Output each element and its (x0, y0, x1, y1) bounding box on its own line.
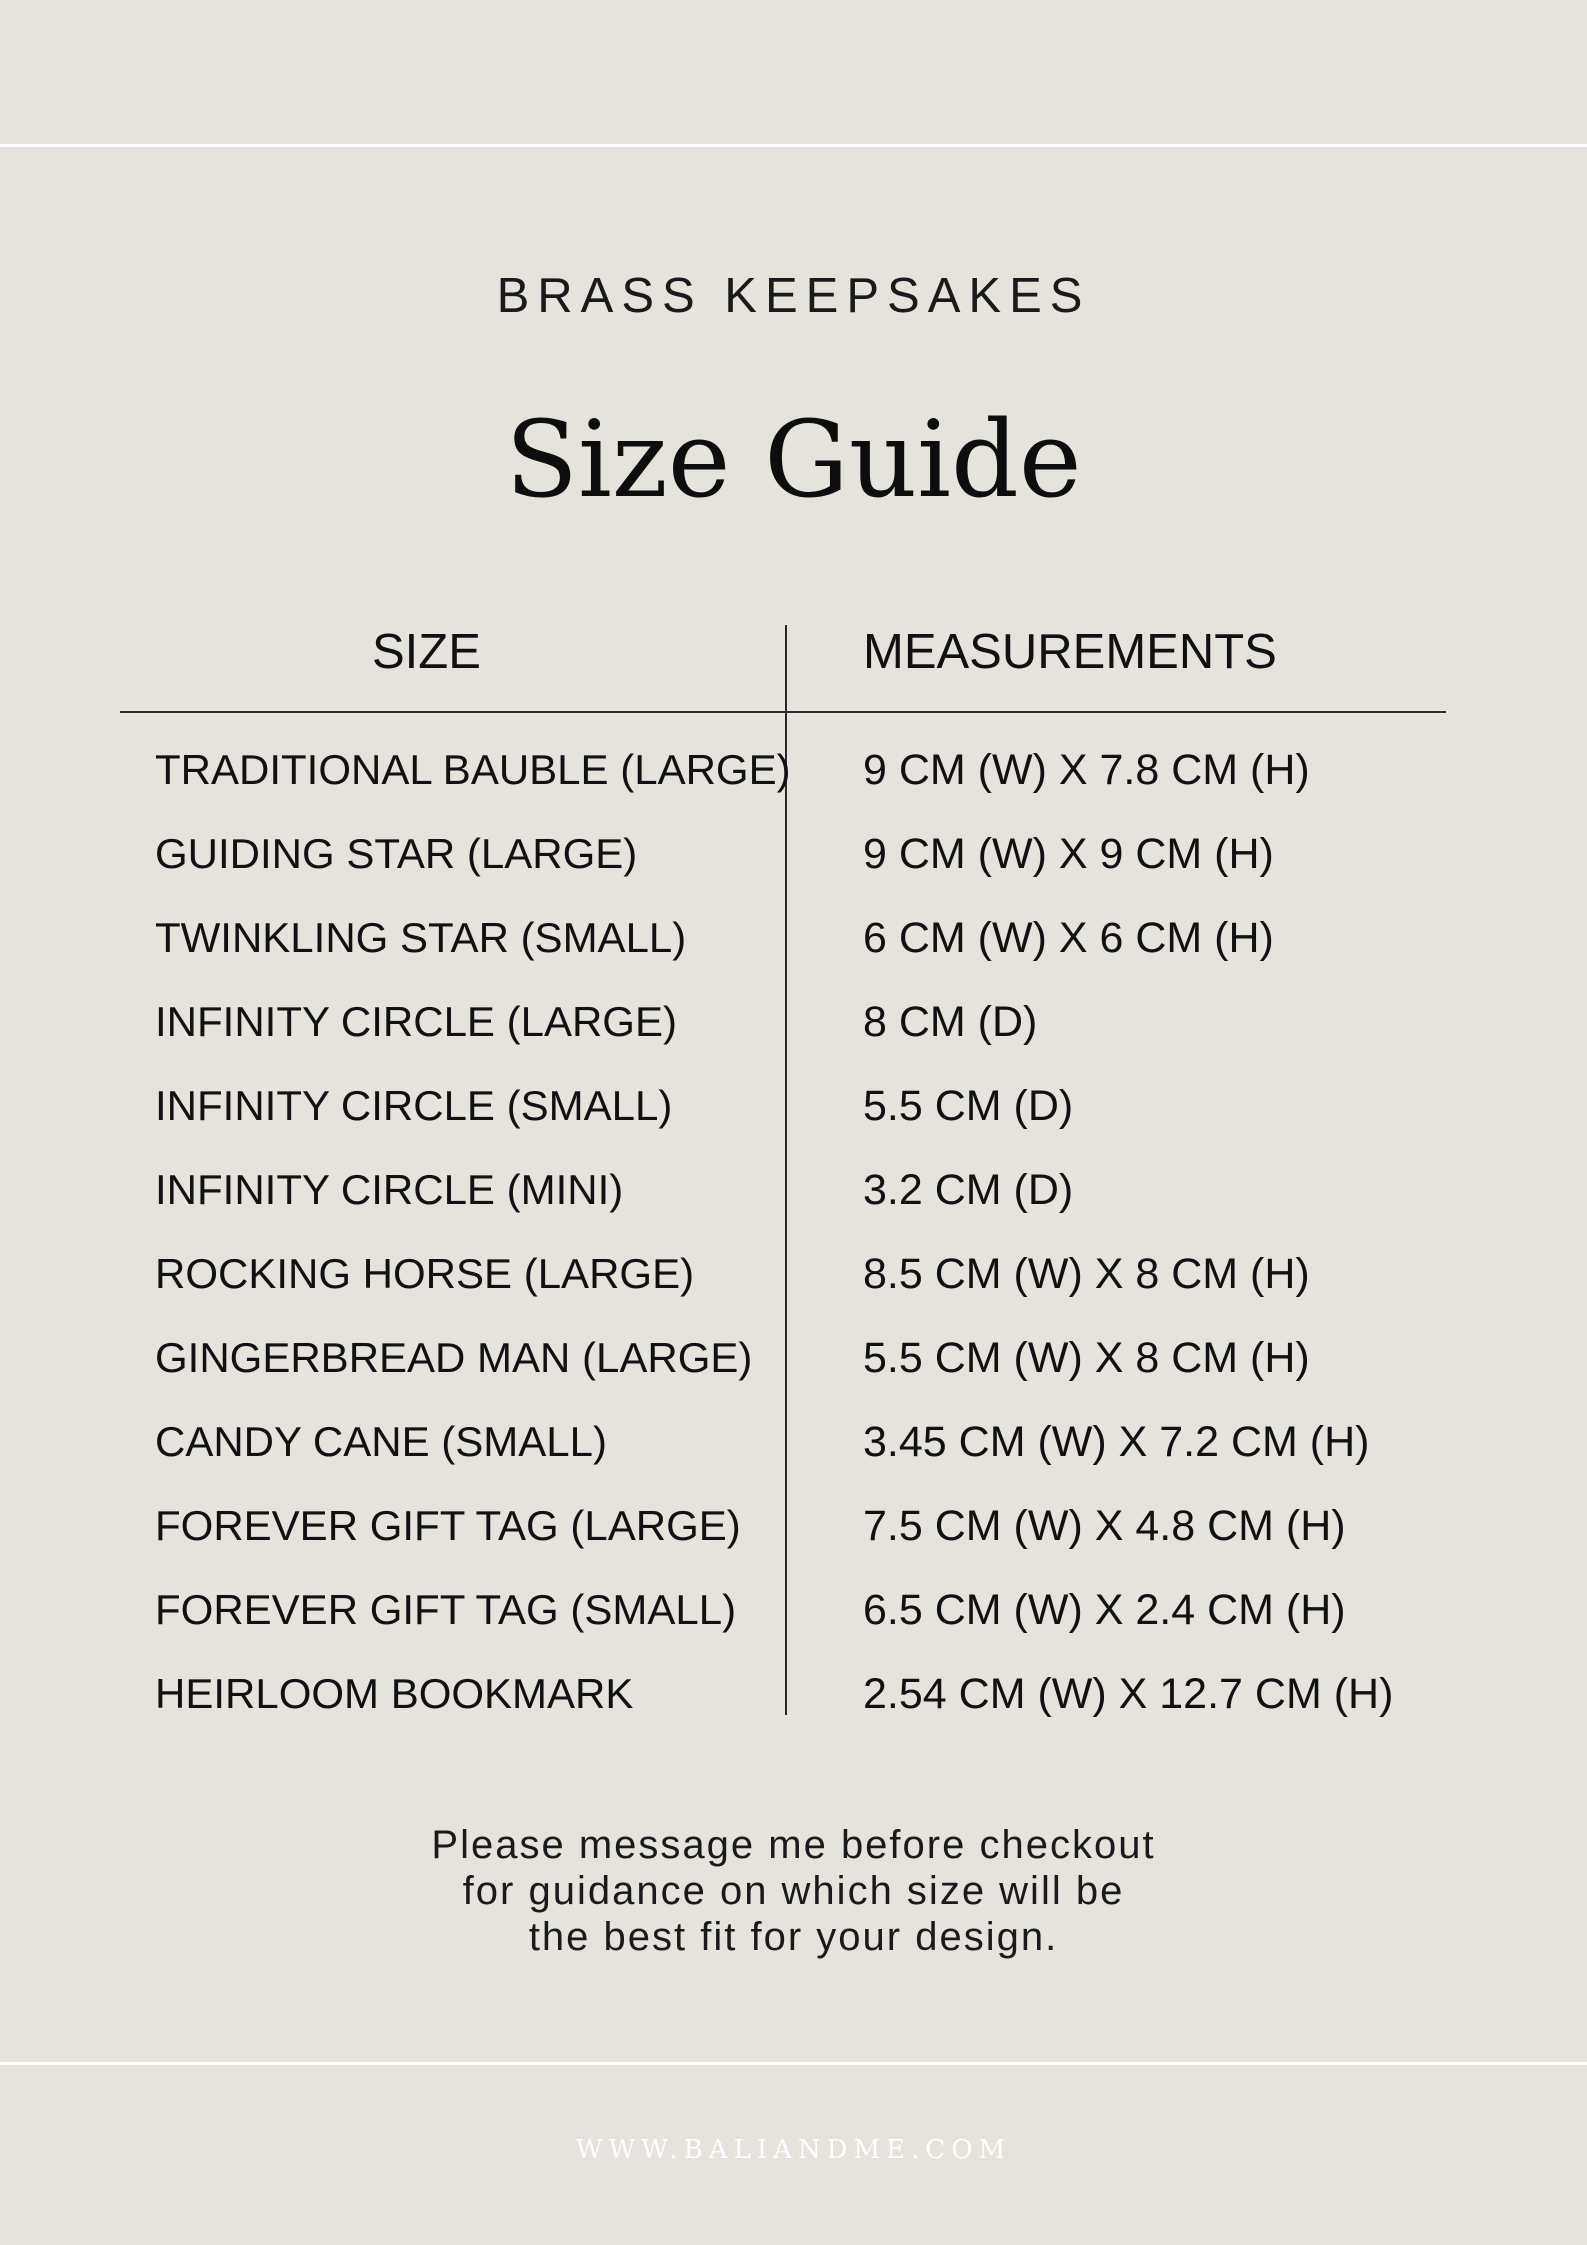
table-row (120, 990, 1446, 1074)
size-name: CANDY CANE (SMALL) (155, 1418, 607, 1465)
size-name: HEIRLOOM BOOKMARK (155, 1670, 634, 1717)
size-measurement: 6.5 CM (W) X 2.4 CM (H) (863, 1586, 1346, 1634)
checkout-note (0, 1822, 1587, 1960)
brand-subtitle: BRASS KEEPSAKES (496, 269, 1091, 323)
size-measurement: 3.2 CM (D) (863, 1166, 1074, 1214)
size-measurement: 8 CM (D) (863, 998, 1038, 1046)
size-measurement: 6 CM (W) X 6 CM (H) (863, 914, 1274, 962)
size-name: TRADITIONAL BAUBLE (LARGE) (155, 746, 791, 793)
table-row (120, 738, 1446, 822)
column-header-measurements: MEASUREMENTS (863, 625, 1277, 679)
size-measurement: 9 CM (W) X 9 CM (H) (863, 830, 1274, 878)
size-name: INFINITY CIRCLE (LARGE) (155, 998, 677, 1045)
size-measurement: 5.5 CM (W) X 8 CM (H) (863, 1334, 1310, 1382)
size-name: ROCKING HORSE (LARGE) (155, 1250, 695, 1297)
table-row (120, 1662, 1446, 1746)
column-header-size: SIZE (372, 625, 481, 679)
table-row (120, 1494, 1446, 1578)
note-line: the best fit for your design. (528, 1915, 1059, 1959)
table-row (120, 1242, 1446, 1326)
bottom-divider (0, 2062, 1587, 2065)
size-name: INFINITY CIRCLE (MINI) (155, 1166, 624, 1213)
size-measurement: 8.5 CM (W) X 8 CM (H) (863, 1250, 1310, 1298)
table-row (120, 1158, 1446, 1242)
website-link[interactable]: WWW.BALIANDME.COM (575, 2135, 1012, 2165)
size-measurement: 5.5 CM (D) (863, 1082, 1074, 1130)
size-name: FOREVER GIFT TAG (LARGE) (155, 1502, 741, 1549)
size-name: FOREVER GIFT TAG (SMALL) (155, 1586, 737, 1633)
table-row (120, 1074, 1446, 1158)
table-row (120, 1326, 1446, 1410)
size-name: GUIDING STAR (LARGE) (155, 830, 638, 877)
page-title: Size Guide (505, 398, 1082, 521)
size-name: TWINKLING STAR (SMALL) (155, 914, 687, 961)
size-name: GINGERBREAD MAN (LARGE) (155, 1334, 753, 1381)
table-row (120, 1410, 1446, 1494)
size-table (120, 622, 1446, 1717)
note-line: for guidance on which size will be (462, 1869, 1125, 1913)
top-divider (0, 144, 1587, 147)
table-row (120, 822, 1446, 906)
size-measurement: 9 CM (W) X 7.8 CM (H) (863, 746, 1310, 794)
table-body (120, 738, 1446, 1746)
note-line: Please message me before checkout (431, 1823, 1156, 1867)
table-row (120, 906, 1446, 990)
size-measurement: 2.54 CM (W) X 12.7 CM (H) (863, 1670, 1394, 1718)
size-measurement: 7.5 CM (W) X 4.8 CM (H) (863, 1502, 1346, 1550)
table-row (120, 1578, 1446, 1662)
size-name: INFINITY CIRCLE (SMALL) (155, 1082, 673, 1129)
header-divider (120, 711, 1446, 713)
size-measurement: 3.45 CM (W) X 7.2 CM (H) (863, 1418, 1370, 1466)
